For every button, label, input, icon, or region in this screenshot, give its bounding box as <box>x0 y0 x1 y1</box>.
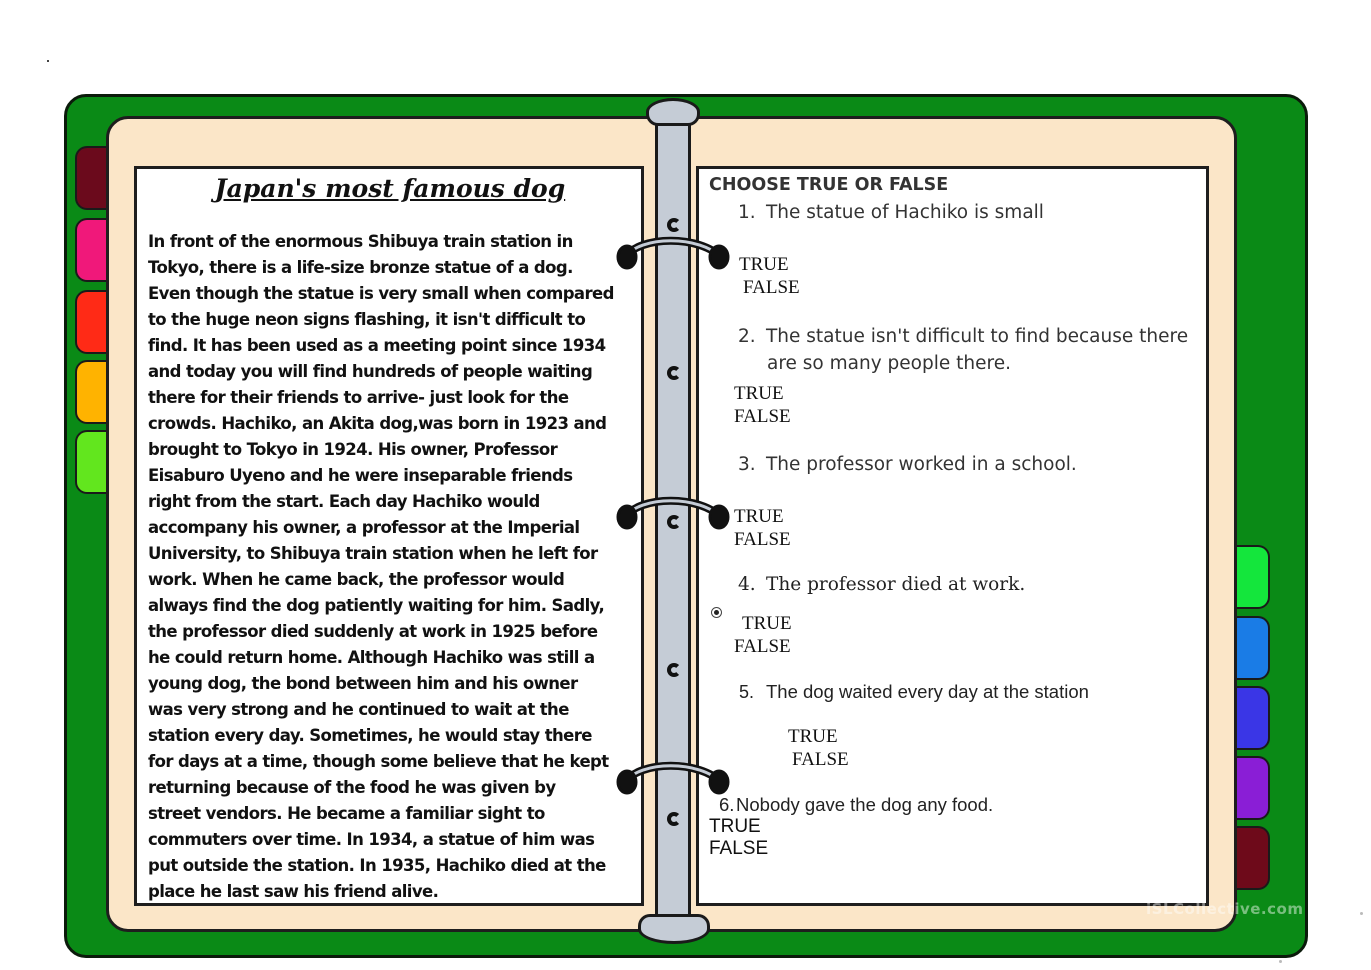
question-number: 6. <box>719 794 735 815</box>
option-false[interactable]: FALSE <box>734 406 791 427</box>
option-true[interactable]: TRUE <box>739 254 789 275</box>
option-false[interactable]: FALSE <box>709 838 769 859</box>
reading-passage: In front of the enormous Shibuya train station in Tokyo, there is a life-size bronze statue of a dog. Even though the statue is very small when compared to the huge neon signs flashing, it isn't difficult to find. It has been used as a meeting point since 1934 and today you will find hundreds of people waiting there for their friends to arrive- just look for the crowds. Hachiko, an Akita dog,was born in 1923 and brought to Tokyo in 1924. His owner, Professor Eisaburo Uyeno and he were inseparable friends right from the start. Each day Hachiko would accompany his owner, a professor at the Imperial University, to Shibuya train station when he left for work. When he came back, the professor would always find the dog patiently waiting for him. Sadly, the professor died suddenly at work in 1925 before he could return home. Although Hachiko was still a young dog, the bond between him and his owner was very strong and he continued to wait at the station every day. Sometimes, he would stay there for days at a time, though some believe that he kept returning because of the food he was given by street vendors. He became a familiar sight to commuters over time. In 1934, a statue of him was put outside the station. In 1935, Hachiko died at the place he last saw his friend alive. <box>148 232 614 901</box>
option-false[interactable]: FALSE <box>734 529 791 550</box>
option-true[interactable]: TRUE <box>709 816 761 837</box>
question-text: Nobody gave the dog any food. <box>736 794 994 815</box>
option-true[interactable]: TRUE <box>742 613 792 634</box>
reading-clip <box>137 169 641 901</box>
question-text: The professor died at work. <box>766 574 1026 595</box>
question-text: The dog waited every day at the station <box>766 681 1089 702</box>
question-number: 2. <box>738 326 756 347</box>
option-false[interactable]: FALSE <box>792 749 849 770</box>
reading-title: Japan's most famous dog <box>214 174 566 203</box>
question-number: 4. <box>738 574 756 595</box>
question-text: The professor worked in a school. <box>766 454 1077 475</box>
option-true[interactable]: TRUE <box>788 726 838 747</box>
option-false[interactable]: FALSE <box>743 277 800 298</box>
question-text: The statue of Hachiko is small <box>766 202 1044 223</box>
option-true[interactable]: TRUE <box>734 506 784 527</box>
quiz-heading: CHOOSE TRUE OR FALSE <box>709 175 949 195</box>
question-text: The statue isn't difficult to find because there <box>766 326 1189 347</box>
option-true[interactable]: TRUE <box>734 383 784 404</box>
question-number: 5. <box>739 682 755 702</box>
question-number: 1. <box>738 202 756 223</box>
option-false[interactable]: FALSE <box>734 636 791 657</box>
radio-selected-icon[interactable] <box>711 607 722 618</box>
watermark: iSLCollective.com <box>1146 900 1304 918</box>
question-number: 3. <box>738 454 756 475</box>
question-text-cont: are so many people there. <box>767 353 1011 374</box>
